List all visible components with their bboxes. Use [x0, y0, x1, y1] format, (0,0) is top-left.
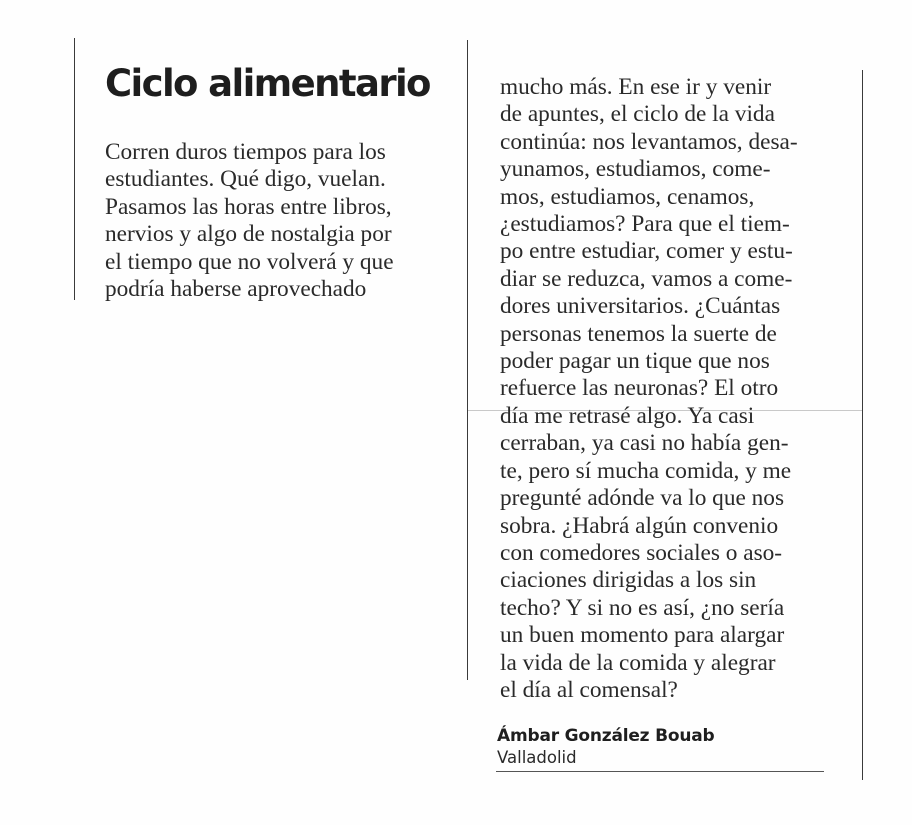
text-line: Corren duros tiempos para los	[105, 139, 386, 165]
article-title: Ciclo alimentario	[105, 62, 430, 105]
text-line: po entre estudiar, comer y estu-	[500, 238, 793, 265]
text-line: ¿estudiamos? Para que el tiem-	[500, 211, 790, 238]
text-line: mucho más. En ese ir y venir	[500, 74, 772, 100]
text-line: de apuntes, el ciclo de la vida	[500, 101, 775, 128]
text-line: nervios y algo de nostalgia por	[105, 221, 392, 248]
text-line: con comedores sociales o aso-	[500, 539, 783, 566]
text-line: dores universitarios. ¿Cuántas	[500, 293, 781, 320]
article-column-2	[500, 74, 835, 704]
text-line: yunamos, estudiamos, come-	[500, 156, 771, 183]
text-line: te, pero sí mucha comida, y me	[500, 457, 792, 484]
text-line: cerraban, ya casi no había gen-	[500, 430, 789, 457]
text-line: ciaciones dirigidas a los sin	[500, 567, 757, 594]
text-line: la vida de la comida y alegrar	[500, 649, 776, 676]
text-line: refuerce las neuronas? El otro	[500, 375, 779, 402]
text-line: estudiantes. Qué digo, vuelan.	[105, 166, 386, 193]
text-line: poder pagar un tique que nos	[500, 348, 770, 375]
text-line: techo? Y si no es así, ¿no sería	[500, 594, 785, 621]
text-line: pregunté adónde va lo que nos	[500, 485, 785, 512]
text-line: podría haberse aprovechado	[105, 276, 367, 303]
author-name: Ámbar González Bouab	[497, 726, 715, 746]
text-line: el día al comensal?	[500, 676, 678, 703]
text-line: personas tenemos la suerte de	[500, 320, 777, 347]
article-column-1	[105, 139, 435, 303]
text-line: Pasamos las horas entre libros,	[105, 193, 392, 220]
text-line: diar se reduzca, vamos a come-	[500, 265, 793, 292]
text-line: mos, estudiamos, cenamos,	[500, 183, 755, 210]
signature-underline	[496, 771, 824, 772]
column-divider-right	[862, 70, 863, 780]
text-line: día me retrasé algo. Ya casi	[500, 402, 755, 429]
text-line: un buen momento para alargar	[500, 622, 785, 649]
text-line: el tiempo que no volverá y que	[105, 248, 394, 275]
column-divider-middle	[467, 40, 468, 680]
text-line: sobra. ¿Habrá algún convenio	[500, 512, 779, 539]
author-city: Valladolid	[497, 748, 577, 767]
text-line: continúa: nos levantamos, desa-	[500, 128, 798, 155]
column-divider-left	[74, 38, 75, 300]
